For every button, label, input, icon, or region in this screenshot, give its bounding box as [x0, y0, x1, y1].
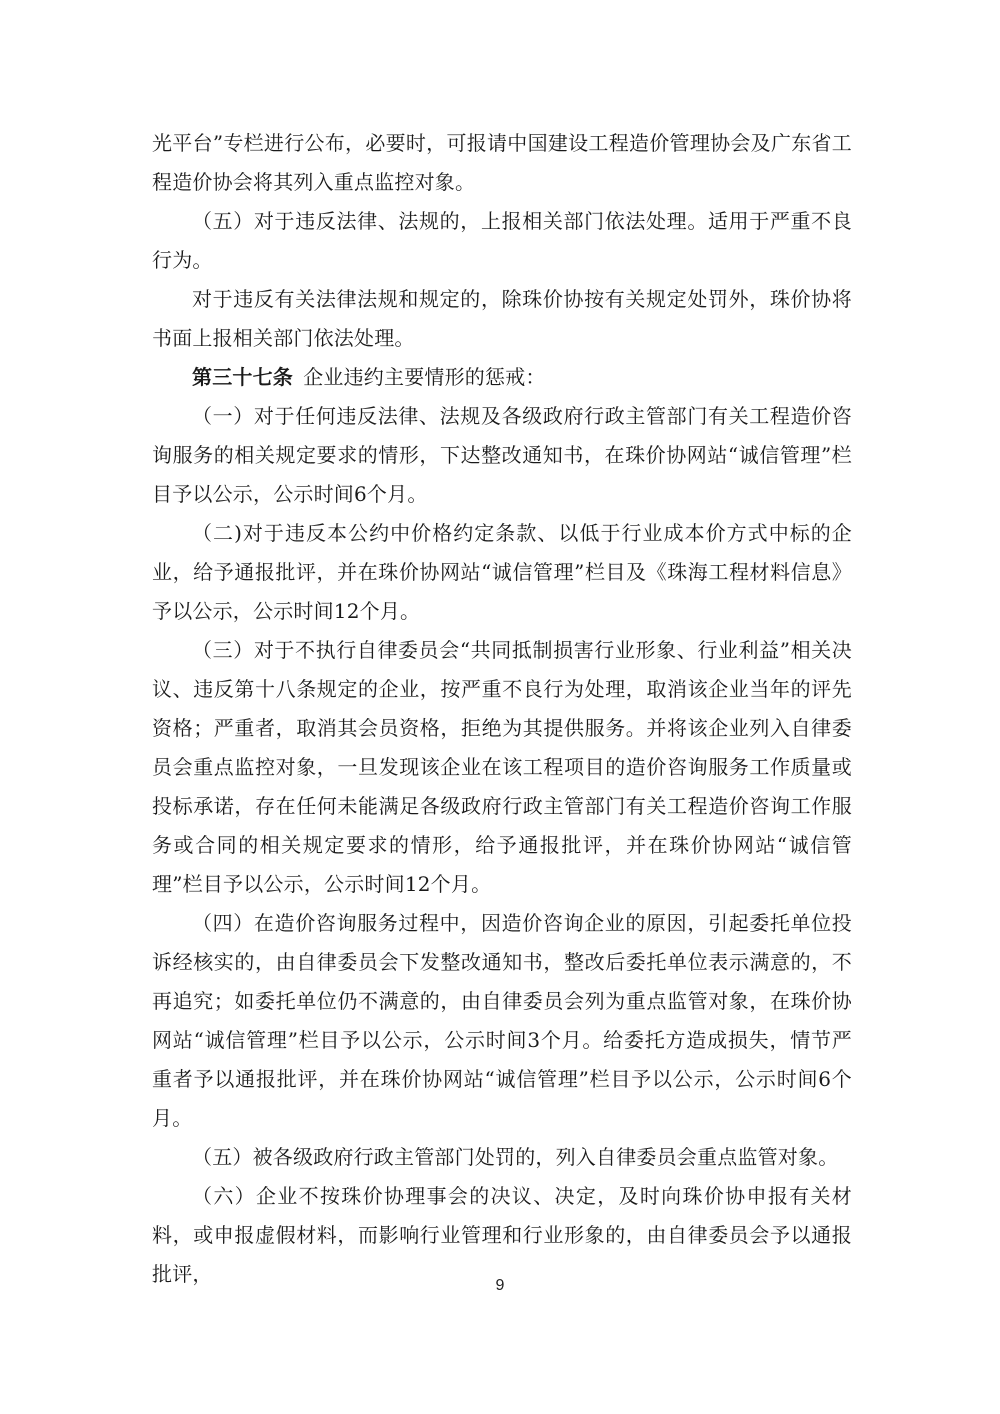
clause-4: （四）在造价咨询服务过程中，因造价咨询企业的原因，引起委托单位投诉经核实的，由自律委员会下发整改通知书，整改后委托单位表示满意的，不再追究；如委托单位仍不满意的，由自律委员会列为重点监管对象，在珠价协网站“诚信管理”栏目予以公示，公示时间3个月。给委托方造成损失，情节严重者予以通报批评，并在珠价协网站“诚信管理”栏目予以公示，公示时间6个月。	[152, 911, 852, 1130]
article-title: 企业违约主要情形的惩戒：	[303, 365, 546, 389]
clause-3: （三）对于不执行自律委员会“共同抵制损害行业形象、行业利益”相关决议、违反第十八条规定的企业，按严重不良行为处理，取消该企业当年的评先资格；严重者，取消其会员资格，拒绝为其提供服务。并将该企业列入自律委员会重点监控对象，一旦发现该企业在该工程项目的造价咨询服务工作质量或投标承诺，存在任何未能满足各级政府行政主管部门有关工程造价咨询工作服务或合同的相关规定要求的情形，给予通报批评，并在珠价协网站“诚信管理”栏目予以公示，公示时间12个月。	[152, 638, 852, 896]
paragraph-clause-5-penalty: （五）对于违反法律、法规的，上报相关部门依法处理。适用于严重不良行为。	[152, 209, 852, 272]
article-number: 第三十七条	[192, 365, 293, 389]
clause-2: （二)对于违反本公约中价格约定条款、以低于行业成本价方式中标的企业，给予通报批评，并在珠价协网站“诚信管理”栏目及《珠海工程材料信息》予以公示，公示时间12个月。	[152, 521, 852, 623]
article-heading	[152, 358, 852, 397]
clause-6: （六）企业不按珠价协理事会的决议、决定，及时向珠价协申报有关材料，或申报虚假材料，而影响行业管理和行业形象的，由自律委员会予以通报批评，	[152, 1184, 852, 1286]
paragraph-continuation: 光平台”专栏进行公布，必要时，可报请中国建设工程造价管理协会及广东省工程造价协会将其列入重点监控对象。	[152, 131, 852, 194]
paragraph-legal-report: 对于违反有关法律法规和规定的，除珠价协按有关规定处罚外，珠价协将书面上报相关部门依法处理。	[152, 287, 852, 350]
clause-1: （一）对于任何违反法律、法规及各级政府行政主管部门有关工程造价咨询服务的相关规定要求的情形，下达整改通知书，在珠价协网站“诚信管理”栏目予以公示，公示时间6个月。	[152, 404, 852, 506]
document-body	[152, 124, 852, 1294]
clause-5: （五）被各级政府行政主管部门处罚的，列入自律委员会重点监管对象。	[192, 1145, 839, 1169]
page-number: 9	[495, 1277, 505, 1294]
